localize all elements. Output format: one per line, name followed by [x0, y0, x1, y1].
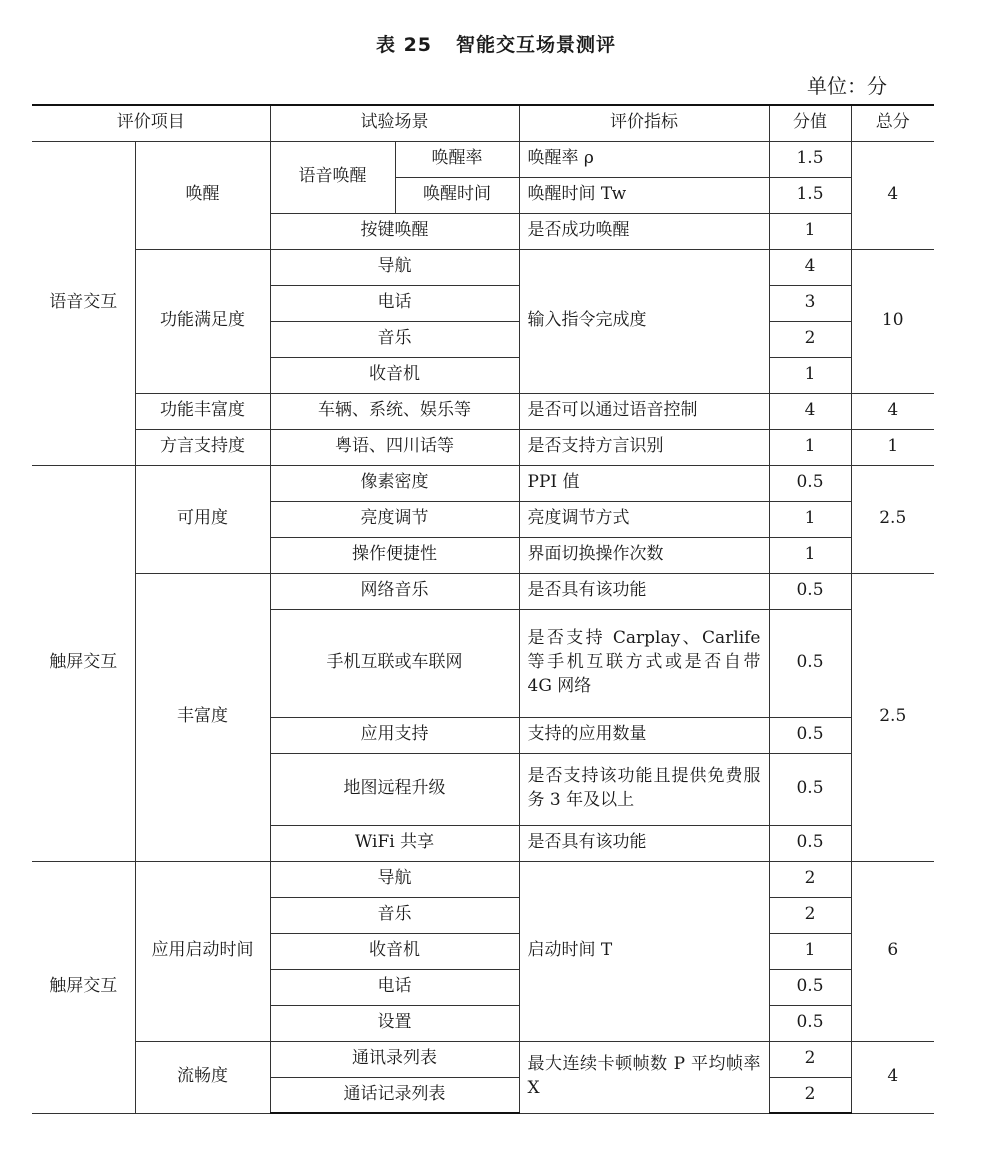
- metric-launch-time: 启动时间 T: [519, 861, 769, 1041]
- scene-cell: 应用支持: [270, 717, 519, 753]
- scene-wake-time: 唤醒时间: [395, 177, 519, 213]
- scene-cell: 电话: [270, 969, 519, 1005]
- scene-cell: 操作便捷性: [270, 537, 519, 573]
- item-wake: 唤醒: [135, 141, 270, 249]
- metric-cell: PPI 值: [519, 465, 769, 501]
- scene-cell: 手机互联或车联网: [270, 609, 519, 717]
- header-item: 评价项目: [32, 105, 270, 141]
- score-cell: 2: [769, 1077, 851, 1113]
- metric-button-wake: 是否成功唤醒: [519, 213, 769, 249]
- scene-cell: 音乐: [270, 321, 519, 357]
- score-cell: 1: [769, 933, 851, 969]
- header-metric: 评价指标: [519, 105, 769, 141]
- scene-cell: 收音机: [270, 357, 519, 393]
- scene-cell: 设置: [270, 1005, 519, 1041]
- score-cell: 1: [769, 213, 851, 249]
- table-row: [32, 861, 934, 897]
- metric-cell: 界面切换操作次数: [519, 537, 769, 573]
- score-cell: 4: [769, 393, 851, 429]
- scene-cell: 导航: [270, 861, 519, 897]
- metric-cell: 是否支持方言识别: [519, 429, 769, 465]
- item-function-richness: 功能丰富度: [135, 393, 270, 429]
- scene-cell: 粤语、四川话等: [270, 429, 519, 465]
- table-title: 智能交互场景测评: [456, 34, 617, 56]
- item-usability: 可用度: [135, 465, 270, 573]
- total-usability: 2.5: [851, 465, 934, 573]
- score-cell: 3: [769, 285, 851, 321]
- total-fluency: 4: [851, 1041, 934, 1113]
- table-row: [32, 1041, 934, 1077]
- metric-cell: 支持的应用数量: [519, 717, 769, 753]
- score-cell: 2: [769, 861, 851, 897]
- metric-satisfaction: 输入指令完成度: [519, 249, 769, 393]
- unit-label: 单位：分: [807, 74, 887, 98]
- score-cell: 0.5: [769, 465, 851, 501]
- score-cell: 1.5: [769, 177, 851, 213]
- score-cell: 4: [769, 249, 851, 285]
- scene-cell: 音乐: [270, 897, 519, 933]
- total-dialect: 1: [851, 429, 934, 465]
- table-row: [32, 141, 934, 177]
- scene-cell: WiFi 共享: [270, 825, 519, 861]
- scene-button-wake: 按键唤醒: [270, 213, 519, 249]
- scene-cell: 导航: [270, 249, 519, 285]
- score-cell: 0.5: [769, 609, 851, 717]
- item-dialect: 方言支持度: [135, 429, 270, 465]
- item-richness: 丰富度: [135, 573, 270, 861]
- header-score: 分值: [769, 105, 851, 141]
- score-cell: 0.5: [769, 825, 851, 861]
- table-row: [32, 573, 934, 609]
- score-cell: 2: [769, 1041, 851, 1077]
- table-row: [32, 393, 934, 429]
- total-launch-time: 6: [851, 861, 934, 1041]
- score-cell: 0.5: [769, 969, 851, 1005]
- scene-wake-rate: 唤醒率: [395, 141, 519, 177]
- header-total: 总分: [851, 105, 934, 141]
- metric-cell: 亮度调节方式: [519, 501, 769, 537]
- scene-cell: 通话记录列表: [270, 1077, 519, 1113]
- header-scene: 试验场景: [270, 105, 519, 141]
- category-voice: 语音交互: [32, 141, 135, 465]
- metric-cell: 是否具有该功能: [519, 825, 769, 861]
- total-function-richness: 4: [851, 393, 934, 429]
- table-row: [32, 429, 934, 465]
- total-richness: 2.5: [851, 573, 934, 861]
- score-cell: 0.5: [769, 573, 851, 609]
- score-cell: 1: [769, 429, 851, 465]
- score-cell: 1: [769, 357, 851, 393]
- scene-cell: 电话: [270, 285, 519, 321]
- scene-cell: 收音机: [270, 933, 519, 969]
- scene-cell: 地图远程升级: [270, 753, 519, 825]
- scene-voice-wake: 语音唤醒: [270, 141, 395, 213]
- scene-cell: 通讯录列表: [270, 1041, 519, 1077]
- score-cell: 1: [769, 501, 851, 537]
- scene-cell: 亮度调节: [270, 501, 519, 537]
- metric-fluency: 最大连续卡顿帧数 P 平均帧率 X: [519, 1041, 769, 1113]
- scene-cell: 像素密度: [270, 465, 519, 501]
- category-touch-2: 触屏交互: [32, 861, 135, 1113]
- score-cell: 0.5: [769, 717, 851, 753]
- item-launch-time: 应用启动时间: [135, 861, 270, 1041]
- header-row: [32, 105, 934, 141]
- scene-cell: 网络音乐: [270, 573, 519, 609]
- table-row: [32, 465, 934, 501]
- score-cell: 0.5: [769, 1005, 851, 1041]
- item-fluency: 流畅度: [135, 1041, 270, 1113]
- total-satisfaction: 10: [851, 249, 934, 393]
- score-cell: 1.5: [769, 141, 851, 177]
- evaluation-table: [32, 104, 934, 1114]
- metric-wake-rate: 唤醒率 ρ: [519, 141, 769, 177]
- table-number: 表 25: [375, 34, 433, 56]
- scene-cell: 车辆、系统、娱乐等: [270, 393, 519, 429]
- metric-wake-time: 唤醒时间 Tw: [519, 177, 769, 213]
- total-wake: 4: [851, 141, 934, 249]
- table-caption: [0, 30, 992, 57]
- metric-cell: 是否具有该功能: [519, 573, 769, 609]
- metric-cell: 是否可以通过语音控制: [519, 393, 769, 429]
- score-cell: 1: [769, 537, 851, 573]
- metric-cell: 是否支持 Carplay、Carlife 等手机互联方式或是否自带 4G 网络: [519, 609, 769, 717]
- category-touch: 触屏交互: [32, 465, 135, 861]
- score-cell: 2: [769, 321, 851, 357]
- metric-cell: 是否支持该功能且提供免费服务 3 年及以上: [519, 753, 769, 825]
- score-cell: 0.5: [769, 753, 851, 825]
- item-satisfaction: 功能满足度: [135, 249, 270, 393]
- score-cell: 2: [769, 897, 851, 933]
- table-row: [32, 249, 934, 285]
